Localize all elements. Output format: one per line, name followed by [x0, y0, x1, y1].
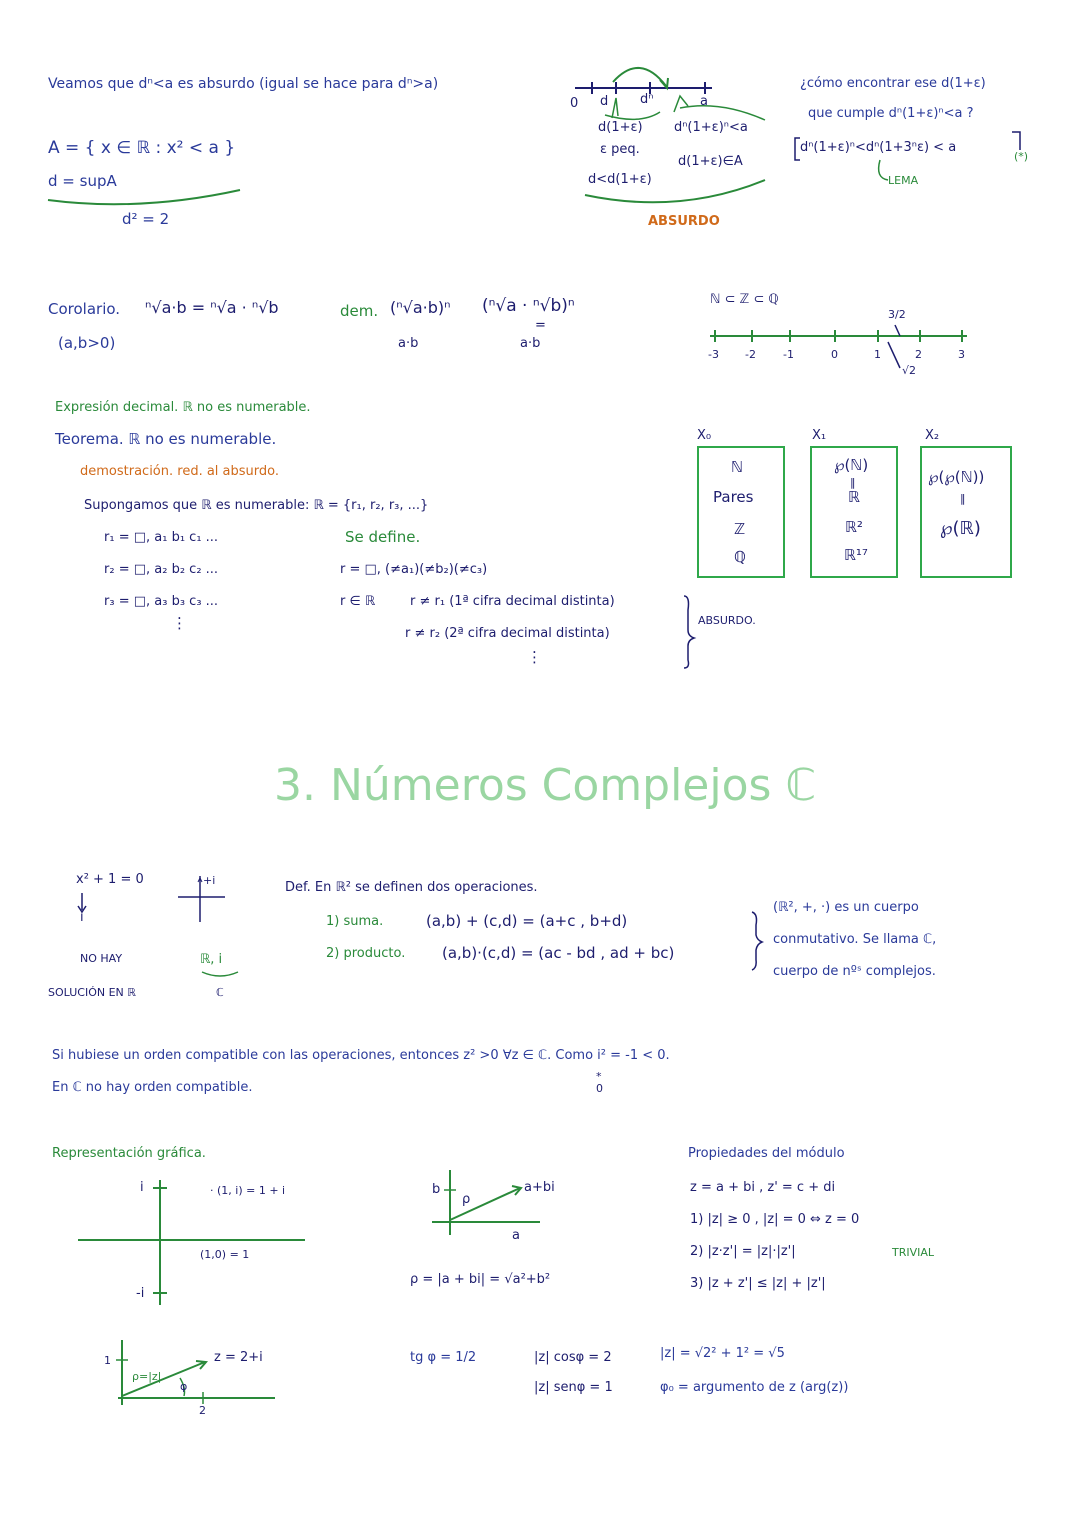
card-label-1: X₁ [812, 428, 827, 443]
tick-m3: -3 [708, 348, 719, 361]
ineq-mark: (*) [1014, 150, 1029, 163]
lema-label: LEMA [888, 174, 919, 187]
card1-item4: ℝ¹⁷ [844, 546, 868, 564]
tick-2: 2 [915, 348, 922, 361]
label-a: a [512, 1228, 520, 1243]
label-z: z = 2+i [214, 1350, 263, 1365]
row-r3: r₃ = □, a₃ b₃ c₃ ... [104, 594, 219, 609]
note-inA: d(1+ε)∈A [678, 154, 743, 169]
card-label-2: X₂ [925, 428, 940, 443]
prod-formula: (a,b)·(c,d) = (ac - bd , ad + bc) [442, 944, 675, 962]
decimal-title: Expresión decimal. ℝ no es numerable. [55, 400, 311, 415]
card0-item1: Pares [713, 488, 754, 506]
note-ineq: d<d(1+ε) [588, 172, 652, 187]
orden-star: * [596, 1070, 602, 1083]
card1-item1: ‖ [850, 476, 856, 489]
question-line-2: que cumple dⁿ(1+ε)ⁿ<a ? [808, 106, 974, 121]
vdots-left: ⋮ [172, 614, 187, 632]
r-ne-r1: r ≠ r₁ (1ª cifra decimal distinta) [410, 594, 615, 609]
note-epeq: ε peq. [600, 142, 640, 157]
grafica-title: Representación gráfica. [52, 1146, 206, 1161]
note-dn: dⁿ(1+ε)ⁿ<a [674, 120, 748, 135]
orden-line-1: Si hubiese un orden compatible con las operaciones, entonces z² >0 ∀z ∈ ℂ. Como i² = -1 < 0. [52, 1048, 670, 1063]
note-d1e: d(1+ε) [598, 120, 643, 135]
axis-dn: dⁿ [640, 92, 654, 107]
label-rho: ρ [462, 1192, 471, 1207]
card2-item2: ℘(ℝ) [940, 518, 981, 539]
d-squared: d² = 2 [122, 210, 170, 228]
sen-line: |z| senφ = 1 [534, 1380, 613, 1395]
arc-arrow [613, 68, 666, 86]
def-line: Def. En ℝ² se definen dos operaciones. [285, 880, 538, 895]
solucion: SOLUCIÓN EN ℝ [48, 986, 136, 999]
underline-curve [48, 190, 240, 204]
card1-item0: ℘(ℕ) [834, 456, 869, 474]
tg-phi: tg φ = 1/2 [410, 1350, 477, 1365]
prop-2: 2) |z·z'| = |z|·|z'| [690, 1244, 796, 1259]
eq-i: i [80, 910, 84, 925]
tick-0: 0 [831, 348, 838, 361]
modulo-formula: ρ = |a + bi| = √a²+b² [410, 1272, 551, 1287]
label-rho-eq: ρ=|z| [132, 1370, 162, 1383]
dem-label: dem. [340, 302, 379, 320]
card1-item3: ℝ² [845, 518, 863, 536]
lemma-inequality: dⁿ(1+ε)ⁿ<dⁿ(1+3ⁿε) < a [800, 140, 957, 155]
d-sup: d = supA [48, 172, 117, 190]
card1-item2: ℝ [848, 488, 860, 506]
dem-expr-2: (ⁿ√a · ⁿ√b)ⁿ [482, 296, 575, 316]
tick-m1: -1 [783, 348, 794, 361]
r-in-R: r ∈ ℝ [340, 594, 376, 609]
question-line-1: ¿cómo encontrar ese d(1+ε) [800, 76, 986, 91]
card0-item0: ℕ [731, 458, 744, 476]
axis-a: a [700, 94, 708, 109]
card0-item2: ℤ [734, 520, 746, 538]
dem-expr-1: (ⁿ√a·b)ⁿ [390, 298, 451, 317]
card0-item3: ℚ [734, 548, 746, 566]
orden-zero: 0 [596, 1082, 603, 1095]
vdots-right: ⋮ [527, 648, 542, 666]
frac-label: 3/2 [888, 308, 906, 321]
card-box-2 [920, 446, 1012, 578]
cuerpo-line-3: cuerpo de nºˢ complejos. [773, 964, 936, 979]
dem-expr-1-result: a·b [398, 336, 419, 351]
axis-i: i [140, 1180, 144, 1195]
C-label: ℂ [216, 986, 224, 999]
cos-line: |z| cosφ = 2 [534, 1350, 612, 1365]
dem-expr-2-result: a·b [520, 336, 541, 351]
axis-d: d [600, 94, 609, 109]
card2-item1: ‖ [960, 492, 966, 505]
corolario-cond: (a,b>0) [58, 334, 116, 352]
dem-expr-2-eq: = [535, 318, 546, 333]
label-one: 1 [104, 1354, 111, 1367]
trivial-label: TRIVIAL [892, 1246, 935, 1259]
prop-z-def: z = a + bi , z' = c + di [690, 1180, 836, 1195]
arg-line: φ₀ = argumento de z (arg(z)) [660, 1380, 849, 1395]
r-ne-r2: r ≠ r₂ (2ª cifra decimal distinta) [405, 626, 610, 641]
card-label-0: X₀ [697, 428, 712, 443]
card2-item0: ℘(℘(ℕ)) [928, 468, 985, 486]
plus-i: +i [203, 874, 216, 887]
no-hay: NO HAY [80, 952, 123, 965]
intro-text: Veamos que dⁿ<a es absurdo (igual se hace para dⁿ>a) [48, 76, 439, 92]
point-1i: · (1, i) = 1 + i [210, 1184, 286, 1197]
label-b: b [432, 1182, 441, 1197]
corolario-formula: ⁿ√a·b = ⁿ√a · ⁿ√b [145, 298, 279, 317]
orden-line-2: En ℂ no hay orden compatible. [52, 1080, 253, 1095]
R-i: ℝ, i [200, 952, 223, 967]
card-box-0 [697, 446, 785, 578]
set-A: A = { x ∈ ℝ : x² < a } [48, 138, 236, 158]
se-define: Se define. [345, 528, 421, 546]
absurdo-label: ABSURDO [648, 214, 720, 229]
row-r2: r₂ = □, a₂ b₂ c₂ ... [104, 562, 219, 577]
label-two: 2 [199, 1404, 206, 1417]
abs-z: |z| = √2² + 1² = √5 [660, 1346, 785, 1361]
axis-minus-i: -i [136, 1286, 145, 1301]
cuerpo-line-1: (ℝ², +, ·) es un cuerpo [773, 900, 919, 915]
prop-1: 1) |z| ≥ 0 , |z| = 0 ⇔ z = 0 [690, 1212, 860, 1227]
propiedades-title: Propiedades del módulo [688, 1146, 845, 1161]
section-heading: 3. Números Complejos ℂ [274, 760, 817, 811]
prop-3: 3) |z + z'| ≤ |z| + |z'| [690, 1276, 826, 1291]
tick-1: 1 [874, 348, 881, 361]
brace [684, 596, 694, 668]
label-abi: a+bi [524, 1180, 555, 1195]
row-r1: r₁ = □, a₁ b₁ c₁ ... [104, 530, 219, 545]
demostracion [80, 464, 279, 480]
corolario-label: Corolario. [48, 300, 121, 318]
card-box-1 [810, 446, 898, 578]
eq-x2: x² + 1 = 0 [76, 872, 144, 887]
cuerpo-line-2: conmutativo. Se llama ℂ, [773, 932, 937, 947]
tick-m2: -2 [745, 348, 756, 361]
label-phi: φ [180, 1380, 188, 1393]
set-chain: ℕ ⊂ ℤ ⊂ ℚ [710, 292, 779, 307]
point-10: (1,0) = 1 [200, 1248, 250, 1261]
axis-zero: 0 [570, 96, 579, 111]
teorema: Teorema. ℝ no es numerable. [55, 430, 277, 448]
supongamos: Supongamos que ℝ es numerable: ℝ = {r₁, r₂, r₃, ...} [84, 498, 429, 513]
prod-label: 2) producto. [326, 946, 406, 961]
demostracion-text: demostración. red. al absurdo. [80, 464, 280, 479]
suma-formula: (a,b) + (c,d) = (a+c , b+d) [426, 912, 628, 930]
sqrt2-label: √2 [902, 364, 917, 377]
tick-3: 3 [958, 348, 965, 361]
suma-label: 1) suma. [326, 914, 384, 929]
absurdo-decimal: ABSURDO. [698, 614, 756, 627]
r-definition: r = □, (≠a₁)(≠b₂)(≠c₃) [340, 562, 488, 577]
